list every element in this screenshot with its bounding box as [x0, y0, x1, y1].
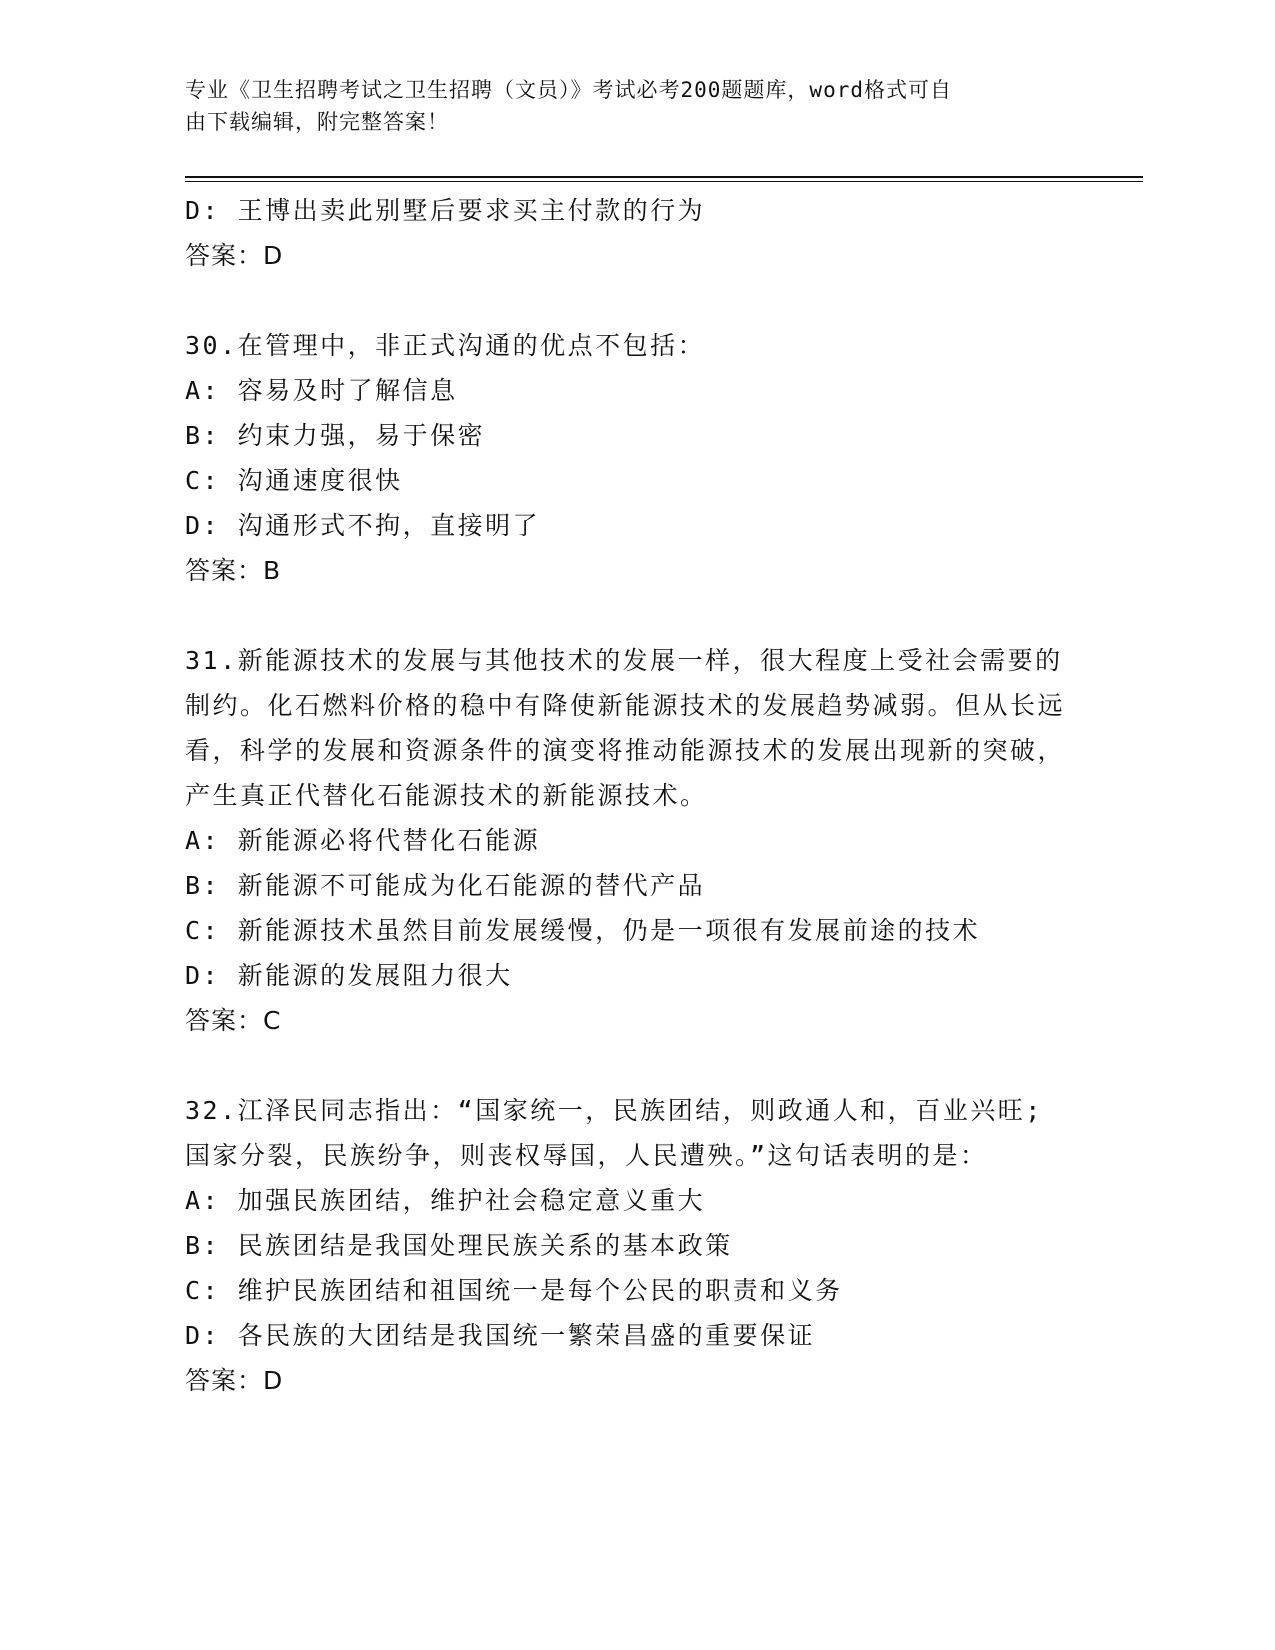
- option-d: D: 各民族的大团结是我国统一繁荣昌盛的重要保证: [185, 1321, 816, 1350]
- question-content: [185, 188, 1085, 1403]
- spacer: [185, 278, 1085, 323]
- option-b: B: 民族团结是我国处理民族关系的基本政策: [185, 1231, 733, 1260]
- option-d: D: 新能源的发展阻力很大: [185, 961, 513, 990]
- option-a: A: 容易及时了解信息: [185, 376, 458, 405]
- option-c: C: 新能源技术虽然目前发展缓慢，仍是一项很有发展前途的技术: [185, 916, 981, 945]
- question-32: [185, 1088, 1085, 1403]
- carryover-option-d: D: 王博出卖此别墅后要求买主付款的行为: [185, 196, 706, 225]
- header-line-2: 由下载编辑，附完整答案！: [185, 110, 449, 134]
- spacer: [185, 1043, 1085, 1088]
- answer-label: 答案：B: [185, 556, 282, 585]
- option-a: A: 新能源必将代替化石能源: [185, 826, 541, 855]
- question-stem: 32.江泽民同志指出：“国家统一，民族团结，则政通人和，百业兴旺;国家分裂，民族纷争，则丧权辱国，人民遭殃。”这句话表明的是：: [185, 1096, 1043, 1170]
- question-31: [185, 638, 1085, 1043]
- carryover-answer: 答案：D: [185, 241, 284, 270]
- page-header: [185, 74, 1065, 138]
- option-d: D: 沟通形式不拘，直接明了: [185, 511, 541, 540]
- question-stem: 30.在管理中，非正式沟通的优点不包括：: [185, 331, 706, 360]
- question-stem: 31.新能源技术的发展与其他技术的发展一样，很大程度上受社会需要的制约。化石燃料价格的稳中有降使新能源技术的发展趋势减弱。但从长远看，科学的发展和资源条件的演变将推动能源技术的发展出现新的突破，产生真正代替化石能源技术的新能源技术。: [185, 646, 1066, 810]
- question-30: [185, 323, 1085, 593]
- option-c: C: 维护民族团结和祖国统一是每个公民的职责和义务: [185, 1276, 843, 1305]
- option-c: C: 沟通速度很快: [185, 466, 403, 495]
- option-a: A: 加强民族团结，维护社会稳定意义重大: [185, 1186, 706, 1215]
- answer-label: 答案：D: [185, 1366, 284, 1395]
- option-b: B: 新能源不可能成为化石能源的替代产品: [185, 871, 706, 900]
- header-divider-thick: [185, 176, 1143, 178]
- spacer: [185, 593, 1085, 638]
- answer-label: 答案：C: [185, 1006, 282, 1035]
- header-divider-thin: [185, 181, 1143, 182]
- option-b: B: 约束力强，易于保密: [185, 421, 486, 450]
- header-line-1: 专业《卫生招聘考试之卫生招聘（文员）》考试必考200题题库，word格式可自: [185, 78, 952, 102]
